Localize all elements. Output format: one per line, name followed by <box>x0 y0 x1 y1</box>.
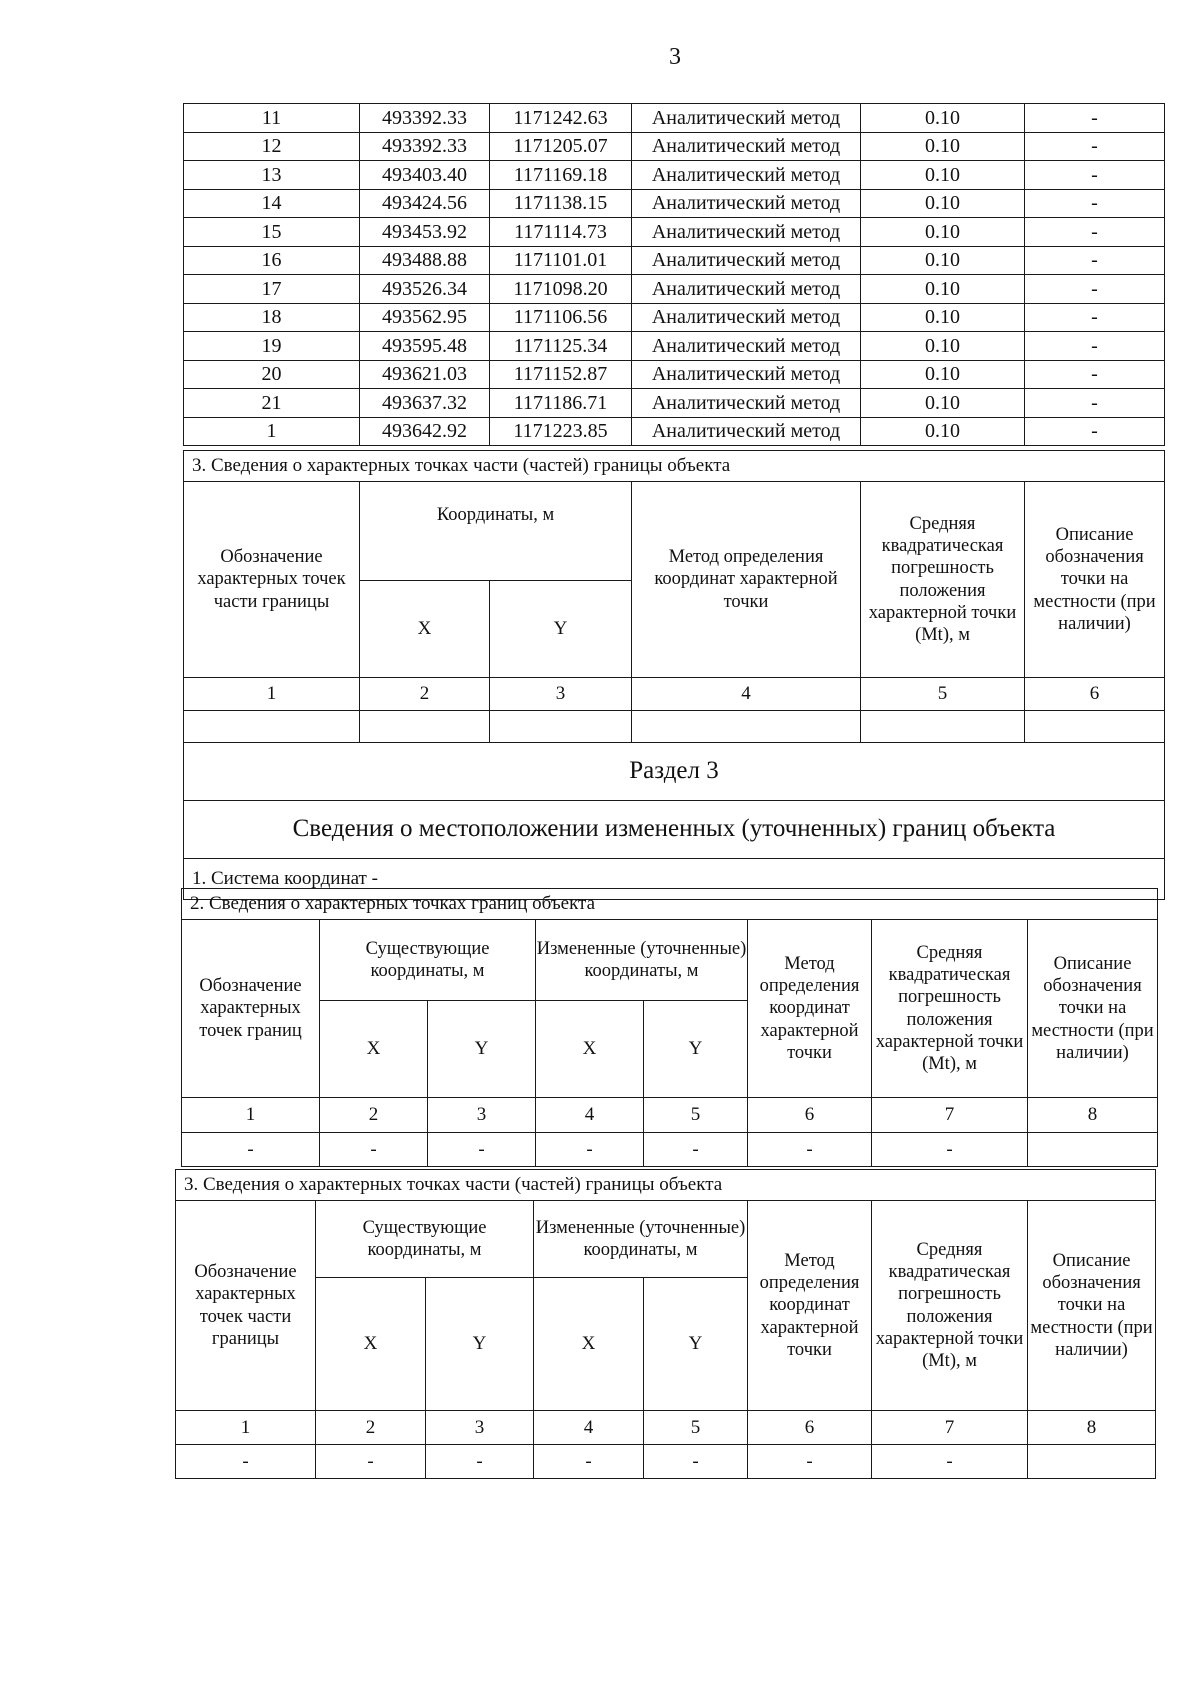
column-numbers-row-cell: 5 <box>861 678 1025 711</box>
coord-x: 493392.33 <box>360 132 490 161</box>
description: - <box>1025 189 1165 218</box>
coord-y: 1171186.71 <box>490 389 632 418</box>
method: Аналитический метод <box>632 104 861 133</box>
header-existing: Существующие координаты, м <box>320 920 536 1001</box>
points-table <box>183 103 1165 446</box>
mt-error: 0.10 <box>861 161 1025 190</box>
section3-heading: Раздел 3 <box>184 743 1165 801</box>
method: Аналитический метод <box>632 132 861 161</box>
empty-data-row-cell: - <box>872 1133 1028 1167</box>
coord-y: 1171114.73 <box>490 218 632 247</box>
coord-x: 493595.48 <box>360 332 490 361</box>
table-row <box>184 360 1165 389</box>
header-x: X <box>360 581 490 678</box>
mt-error: 0.10 <box>861 303 1025 332</box>
description: - <box>1025 275 1165 304</box>
mt-error: 0.10 <box>861 189 1025 218</box>
section3-part2-title: 2. Сведения о характерных точках границ объекта <box>182 889 1158 920</box>
mt-error: 0.10 <box>861 417 1025 446</box>
description: - <box>1025 104 1165 133</box>
column-numbers-row-cell: 6 <box>1025 678 1165 711</box>
header-error: Средняя квадратическая погрешность положения характерной точки (Mt), м <box>872 920 1028 1098</box>
table-row <box>184 275 1165 304</box>
empty-data-row-cell: - <box>644 1133 748 1167</box>
column-numbers-row-cell: 2 <box>316 1411 426 1445</box>
coord-x: 493526.34 <box>360 275 490 304</box>
section3-part3-title: 3. Сведения о характерных точках части (частей) границы объекта <box>176 1170 1156 1201</box>
column-numbers-row-cell: 6 <box>748 1411 872 1445</box>
column-numbers-row-cell: 4 <box>536 1098 644 1133</box>
header-designation: Обозначение характерных точек границ <box>182 920 320 1098</box>
coord-y: 1171223.85 <box>490 417 632 446</box>
description: - <box>1025 417 1165 446</box>
coord-x: 493488.88 <box>360 246 490 275</box>
empty-data-row-cell: - <box>426 1445 534 1479</box>
header-x: X <box>536 1001 644 1098</box>
coord-y: 1171138.15 <box>490 189 632 218</box>
header-method: Метод определения координат характерной точки <box>748 920 872 1098</box>
method: Аналитический метод <box>632 275 861 304</box>
method: Аналитический метод <box>632 417 861 446</box>
header-x: X <box>320 1001 428 1098</box>
empty-cell <box>490 711 632 743</box>
empty-data-row-cell: - <box>536 1133 644 1167</box>
mt-error: 0.10 <box>861 218 1025 247</box>
point-number: 14 <box>184 189 360 218</box>
section3-title: Сведения о местоположении измененных (уточненных) границ объекта <box>184 801 1165 859</box>
point-number: 13 <box>184 161 360 190</box>
coord-y: 1171205.07 <box>490 132 632 161</box>
empty-cell <box>1025 711 1165 743</box>
table-row <box>184 417 1165 446</box>
header-changed: Измененные (уточненные) координаты, м <box>536 920 748 1001</box>
section2-part3-title: 3. Сведения о характерных точках части (частей) границы объекта <box>184 451 1165 482</box>
description: - <box>1025 218 1165 247</box>
mt-error: 0.10 <box>861 275 1025 304</box>
coord-x: 493562.95 <box>360 303 490 332</box>
column-numbers-row-cell: 3 <box>426 1411 534 1445</box>
mt-error: 0.10 <box>861 246 1025 275</box>
column-numbers-row-cell: 7 <box>872 1411 1028 1445</box>
column-numbers-row-cell: 2 <box>320 1098 428 1133</box>
description: - <box>1025 246 1165 275</box>
empty-cell <box>184 711 360 743</box>
point-number: 16 <box>184 246 360 275</box>
header-y: Y <box>426 1278 534 1411</box>
column-numbers-row-cell: 3 <box>428 1098 536 1133</box>
mt-error: 0.10 <box>861 360 1025 389</box>
empty-data-row-cell: - <box>534 1445 644 1479</box>
table-row <box>184 246 1165 275</box>
method: Аналитический метод <box>632 303 861 332</box>
header-x: X <box>316 1278 426 1411</box>
column-numbers-row <box>176 1411 1156 1445</box>
column-numbers-row-cell: 5 <box>644 1411 748 1445</box>
header-description: Описание обозначения точки на местности (при наличии) <box>1028 920 1158 1098</box>
column-numbers-row-cell: 6 <box>748 1098 872 1133</box>
empty-data-row-cell: - <box>872 1445 1028 1479</box>
method: Аналитический метод <box>632 389 861 418</box>
point-number: 18 <box>184 303 360 332</box>
table-row <box>184 189 1165 218</box>
table-row <box>184 389 1165 418</box>
header-existing: Существующие координаты, м <box>316 1201 534 1278</box>
empty-data-row-cell <box>1028 1445 1156 1479</box>
column-numbers-row-cell: 1 <box>184 678 360 711</box>
description: - <box>1025 161 1165 190</box>
description: - <box>1025 132 1165 161</box>
section2-part3-table <box>183 450 1165 900</box>
column-numbers-row-cell: 1 <box>182 1098 320 1133</box>
point-number: 19 <box>184 332 360 361</box>
header-description: Описание обозначения точки на местности (при наличии) <box>1025 482 1165 678</box>
empty-data-row-cell: - <box>644 1445 748 1479</box>
table-row <box>184 132 1165 161</box>
column-numbers-row-cell: 5 <box>644 1098 748 1133</box>
column-numbers-row <box>184 678 1165 711</box>
mt-error: 0.10 <box>861 132 1025 161</box>
header-x: X <box>534 1278 644 1411</box>
header-designation: Обозначение характерных точек части границы <box>176 1201 316 1411</box>
header-description: Описание обозначения точки на местности (при наличии) <box>1028 1201 1156 1411</box>
coord-x: 493453.92 <box>360 218 490 247</box>
header-error: Средняя квадратическая погрешность положения характерной точки (Mt), м <box>861 482 1025 678</box>
empty-data-row-cell: - <box>748 1133 872 1167</box>
point-number: 15 <box>184 218 360 247</box>
description: - <box>1025 389 1165 418</box>
method: Аналитический метод <box>632 218 861 247</box>
coord-x: 493392.33 <box>360 104 490 133</box>
coord-y: 1171101.01 <box>490 246 632 275</box>
point-number: 21 <box>184 389 360 418</box>
coord-x: 493621.03 <box>360 360 490 389</box>
empty-data-row-cell: - <box>176 1445 316 1479</box>
method: Аналитический метод <box>632 360 861 389</box>
header-error: Средняя квадратическая погрешность положения характерной точки (Mt), м <box>872 1201 1028 1411</box>
header-changed: Измененные (уточненные) координаты, м <box>534 1201 748 1278</box>
coord-system: 1. Система координат - <box>184 859 1165 900</box>
method: Аналитический метод <box>632 246 861 275</box>
method: Аналитический метод <box>632 161 861 190</box>
coord-x: 493424.56 <box>360 189 490 218</box>
header-y: Y <box>644 1278 748 1411</box>
point-number: 17 <box>184 275 360 304</box>
table-row <box>184 303 1165 332</box>
header-y: Y <box>428 1001 536 1098</box>
empty-data-row <box>182 1133 1158 1167</box>
empty-data-row-cell: - <box>428 1133 536 1167</box>
empty-cell <box>632 711 861 743</box>
empty-data-row-cell: - <box>748 1445 872 1479</box>
column-numbers-row-cell: 8 <box>1028 1098 1158 1133</box>
mt-error: 0.10 <box>861 332 1025 361</box>
point-number: 12 <box>184 132 360 161</box>
table-row <box>184 332 1165 361</box>
empty-data-row-cell <box>1028 1133 1158 1167</box>
mt-error: 0.10 <box>861 389 1025 418</box>
table-row <box>184 104 1165 133</box>
point-number: 20 <box>184 360 360 389</box>
table-row <box>184 218 1165 247</box>
coord-y: 1171242.63 <box>490 104 632 133</box>
section3-part3-table <box>175 1169 1156 1479</box>
method: Аналитический метод <box>632 332 861 361</box>
column-numbers-row-cell: 2 <box>360 678 490 711</box>
empty-data-row-cell: - <box>316 1445 426 1479</box>
column-numbers-row-cell: 1 <box>176 1411 316 1445</box>
header-coords: Координаты, м <box>360 482 632 581</box>
coord-y: 1171098.20 <box>490 275 632 304</box>
column-numbers-row <box>182 1098 1158 1133</box>
coord-y: 1171125.34 <box>490 332 632 361</box>
page-number: 3 <box>669 44 681 70</box>
coord-x: 493637.32 <box>360 389 490 418</box>
point-number: 1 <box>184 417 360 446</box>
column-numbers-row-cell: 4 <box>534 1411 644 1445</box>
point-number: 11 <box>184 104 360 133</box>
mt-error: 0.10 <box>861 104 1025 133</box>
header-method: Метод определения координат характерной точки <box>748 1201 872 1411</box>
column-numbers-row-cell: 4 <box>632 678 861 711</box>
empty-data-row-cell: - <box>182 1133 320 1167</box>
empty-cell <box>861 711 1025 743</box>
empty-cell <box>360 711 490 743</box>
header-method: Метод определения координат характерной точки <box>632 482 861 678</box>
coord-x: 493642.92 <box>360 417 490 446</box>
header-y: Y <box>490 581 632 678</box>
description: - <box>1025 303 1165 332</box>
coord-y: 1171106.56 <box>490 303 632 332</box>
empty-data-row-cell: - <box>320 1133 428 1167</box>
column-numbers-row-cell: 7 <box>872 1098 1028 1133</box>
empty-data-row <box>176 1445 1156 1479</box>
header-designation: Обозначение характерных точек части границы <box>184 482 360 678</box>
coord-x: 493403.40 <box>360 161 490 190</box>
description: - <box>1025 360 1165 389</box>
table-row <box>184 161 1165 190</box>
column-numbers-row-cell: 3 <box>490 678 632 711</box>
coord-y: 1171152.87 <box>490 360 632 389</box>
section3-part2-table <box>181 888 1158 1167</box>
header-y: Y <box>644 1001 748 1098</box>
method: Аналитический метод <box>632 189 861 218</box>
column-numbers-row-cell: 8 <box>1028 1411 1156 1445</box>
coord-y: 1171169.18 <box>490 161 632 190</box>
description: - <box>1025 332 1165 361</box>
